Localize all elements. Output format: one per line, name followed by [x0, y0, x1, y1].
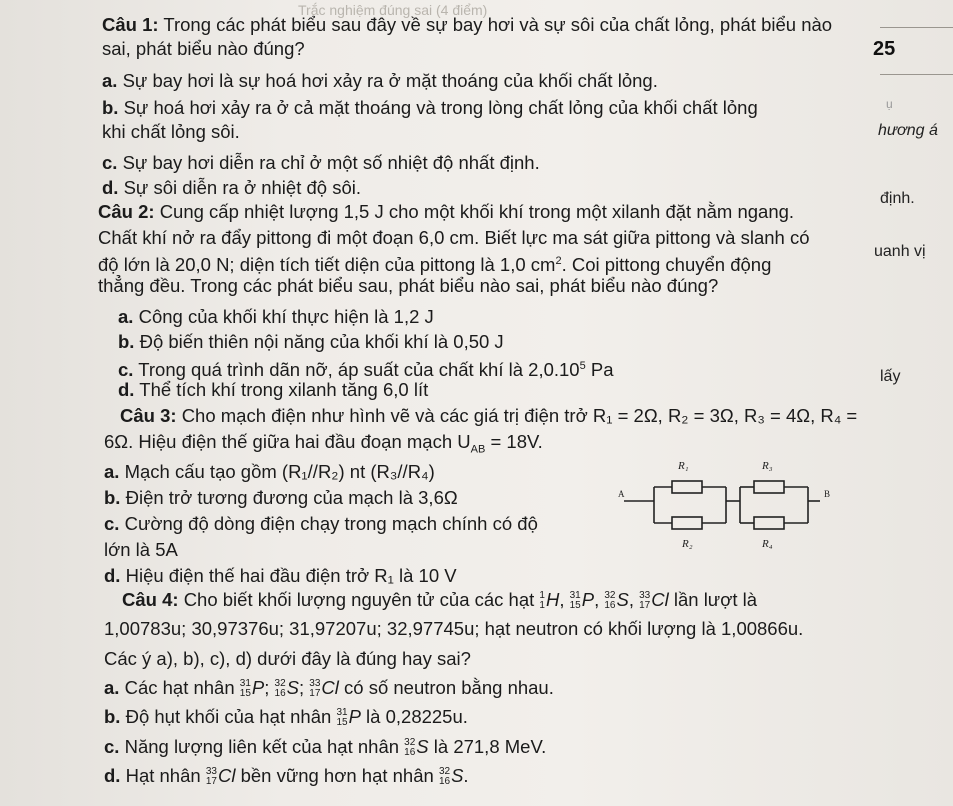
iso-cl: [206, 765, 236, 787]
mass-number: 33: [639, 590, 651, 602]
q1-option-d: d. Sự sôi diễn ra ở nhiệt độ sôi.: [102, 177, 361, 198]
q1-option-c: c. Sự bay hơi diễn ra chỉ ở một số nhiệt độ nhất định.: [102, 152, 540, 173]
nuclide-numbers: [275, 679, 286, 699]
label-b: B: [824, 489, 831, 499]
resistor-r1: [672, 481, 702, 493]
element-symbol: Cl: [321, 677, 339, 698]
q2-stem-line-1: Câu 2: Cung cấp nhiệt lượng 1,5 J cho một khối khí trong một xilanh đặt nằm ngang.: [98, 201, 795, 222]
label-a: A: [618, 489, 625, 499]
atomic-number: 15: [569, 600, 581, 612]
score-mark: 25: [873, 38, 896, 60]
nuclide-numbers: [439, 767, 450, 787]
atomic-number: 17: [205, 776, 217, 788]
atomic-number: 16: [404, 747, 416, 759]
side-note: lấy: [880, 368, 901, 385]
q2-stem-line-2: Chất khí nở ra đẩy pittong đi một đoạn 6,0 cm. Biết lực ma sát giữa pittong và slanh có: [98, 227, 810, 248]
atomic-number: 17: [639, 600, 651, 612]
atomic-number: 15: [239, 688, 251, 700]
element-symbol: S: [616, 589, 629, 610]
q3-option-d: d. Hiệu điện thế hai đầu điện trở R₁ là 10 V: [104, 565, 457, 586]
side-note: uanh vị: [874, 243, 926, 260]
side-rule: [880, 74, 953, 75]
label-r3: R₃: [762, 460, 773, 472]
atomic-number: 1: [539, 600, 545, 612]
element-symbol: Cl: [217, 765, 236, 786]
nuclide-numbers: [336, 708, 347, 728]
element-symbol: H: [545, 589, 560, 610]
q4-option-b: b. Độ hụt khối của hạt nhân 31 15 P là 0,28225u.: [104, 706, 468, 729]
nuclide-numbers: [240, 679, 251, 699]
mass-number: 31: [336, 707, 348, 719]
q3-option-a: a. Mạch cấu tạo gồm (R₁//R₂) nt (R₃//R₄): [104, 461, 435, 482]
element-symbol: Cl: [651, 589, 669, 610]
mass-number: 32: [274, 678, 286, 690]
q1-stem-line-2: sai, phát biểu nào đúng?: [102, 38, 305, 59]
q3-stem-line-2: 6Ω. Hiệu điện thế giữa hai đầu đoạn mạch $U_{AB} = 18V$.: [104, 431, 543, 456]
q1-option-b-cont: khi chất lỏng sôi.: [102, 121, 240, 142]
mass-number: 31: [569, 590, 581, 602]
mass-number: 33: [309, 678, 321, 690]
mass-number: 31: [239, 678, 251, 690]
iso-s: [275, 677, 299, 699]
atomic-number: 16: [438, 776, 451, 788]
q2-stem-line-4: thẳng đều. Trong các phát biểu sau, phát biểu nào sai, phát biểu nào đúng?: [98, 275, 719, 296]
element-symbol: S: [416, 736, 429, 757]
q4-stem-line-3: Các ý a), b), c), d) dưới đây là đúng hay sai?: [104, 648, 471, 669]
resistor-r2: [672, 517, 702, 529]
nuclide-numbers: [404, 738, 415, 758]
iso-p: [240, 677, 264, 699]
q1-stem-line-1: Câu 1: Trong các phát biểu sau đây về sự bay hơi và sự sôi của chất lỏng, phát biểu nào: [102, 14, 833, 35]
label-r4: R₄: [762, 538, 773, 550]
atomic-number: 16: [274, 688, 286, 700]
resistor-r4: [754, 517, 784, 529]
nuclide-numbers: [639, 591, 650, 611]
section-header: Trắc nghiệm đúng sai (4 điểm): [298, 2, 488, 18]
q3-option-c: c. Cường độ dòng điện chạy trong mạch chính có độ: [104, 513, 538, 534]
iso-h: [539, 589, 559, 611]
iso-s: [604, 589, 628, 611]
mass-number: 32: [438, 766, 451, 778]
q3-stem-line-1: Câu 3: Cho mạch điện như hình vẽ và các giá trị điện trở R₁ = 2Ω, R₂ = 3Ω, R₃ = 4Ω, R₄ =: [120, 405, 858, 426]
iso-cl: [309, 677, 339, 699]
side-note: hương á: [878, 122, 938, 139]
iso-s: [404, 736, 428, 758]
element-symbol: P: [581, 589, 595, 610]
side-note: ụ: [886, 97, 893, 111]
q1-option-a: a. Sự bay hơi là sự hoá hơi xảy ra ở mặt thoáng của khối chất lỏng.: [102, 70, 658, 91]
q4-option-d: d. Hạt nhân 33 17 Cl bền vững hơn hạt nhân 32 16 S.: [104, 765, 469, 788]
element-symbol: S: [286, 677, 299, 698]
mass-number: 32: [404, 737, 416, 749]
element-symbol: P: [251, 677, 265, 698]
q4-stem-line-1: Câu 4: Cho biết khối lượng nguyên tử của các hạt 1 1 H, 31 15 P, 32 16 S, 33 17 Cl lần lượt là: [122, 589, 758, 612]
label-r1: R₁: [678, 460, 689, 472]
side-note: định.: [880, 190, 915, 207]
nuclide-numbers: [309, 679, 320, 699]
q2-stem-line-3: độ lớn là 20,0 N; diện tích tiết diện của pittong là 1,0 $cm^2$. Coi pittong chuyển động: [98, 254, 772, 276]
q2-option-c: c. Trong quá trình dãn nỡ, áp suất của chất khí là 2,0.10$^5$ Pa: [118, 359, 614, 381]
q3-option-c-cont: lớn là 5A: [104, 539, 178, 560]
q4-option-a: a. Các hạt nhân 31 15 P; 32 16 S; 33 17 Cl có số neutron bằng nhau.: [104, 677, 554, 700]
side-rule: [880, 27, 953, 28]
iso-s: [439, 765, 463, 787]
iso-p: [336, 706, 360, 728]
q3-option-b: b. Điện trở tương đương của mạch là 3,6Ω: [104, 487, 458, 508]
iso-p: [570, 589, 594, 611]
q1-option-b: b. Sự hoá hơi xảy ra ở cả mặt thoáng và trong lòng chất lỏng của khối chất lỏng: [102, 97, 758, 118]
q4-stem-line-2: 1,00783u; 30,97376u; 31,97207u; 32,97745u; hạt neutron có khối lượng là 1,00866u.: [104, 618, 804, 639]
element-symbol: P: [348, 706, 361, 727]
atomic-number: 17: [309, 688, 321, 700]
label-r2: R₂: [682, 538, 693, 550]
nuclide-numbers: [206, 767, 217, 787]
nuclide-numbers: [604, 591, 615, 611]
circuit-diagram: [614, 455, 844, 555]
atomic-number: 16: [604, 600, 616, 612]
q4-option-c: c. Năng lượng liên kết của hạt nhân 32 16 S là 271,8 MeV.: [104, 736, 547, 759]
element-symbol: S: [451, 765, 464, 786]
atomic-number: 15: [336, 717, 348, 729]
resistor-r3: [754, 481, 784, 493]
iso-cl: [639, 589, 669, 611]
q2-option-d: d. Thể tích khí trong xilanh tăng 6,0 lít: [118, 379, 429, 400]
q2-option-b: b. Độ biến thiên nội năng của khối khí là 0,50 J: [118, 331, 504, 352]
q2-option-a: a. Công của khối khí thực hiện là 1,2 J: [118, 306, 434, 327]
mass-number: 32: [604, 590, 616, 602]
nuclide-numbers: [539, 591, 545, 611]
mass-number: 1: [539, 590, 545, 602]
nuclide-numbers: [570, 591, 581, 611]
mass-number: 33: [205, 766, 217, 778]
